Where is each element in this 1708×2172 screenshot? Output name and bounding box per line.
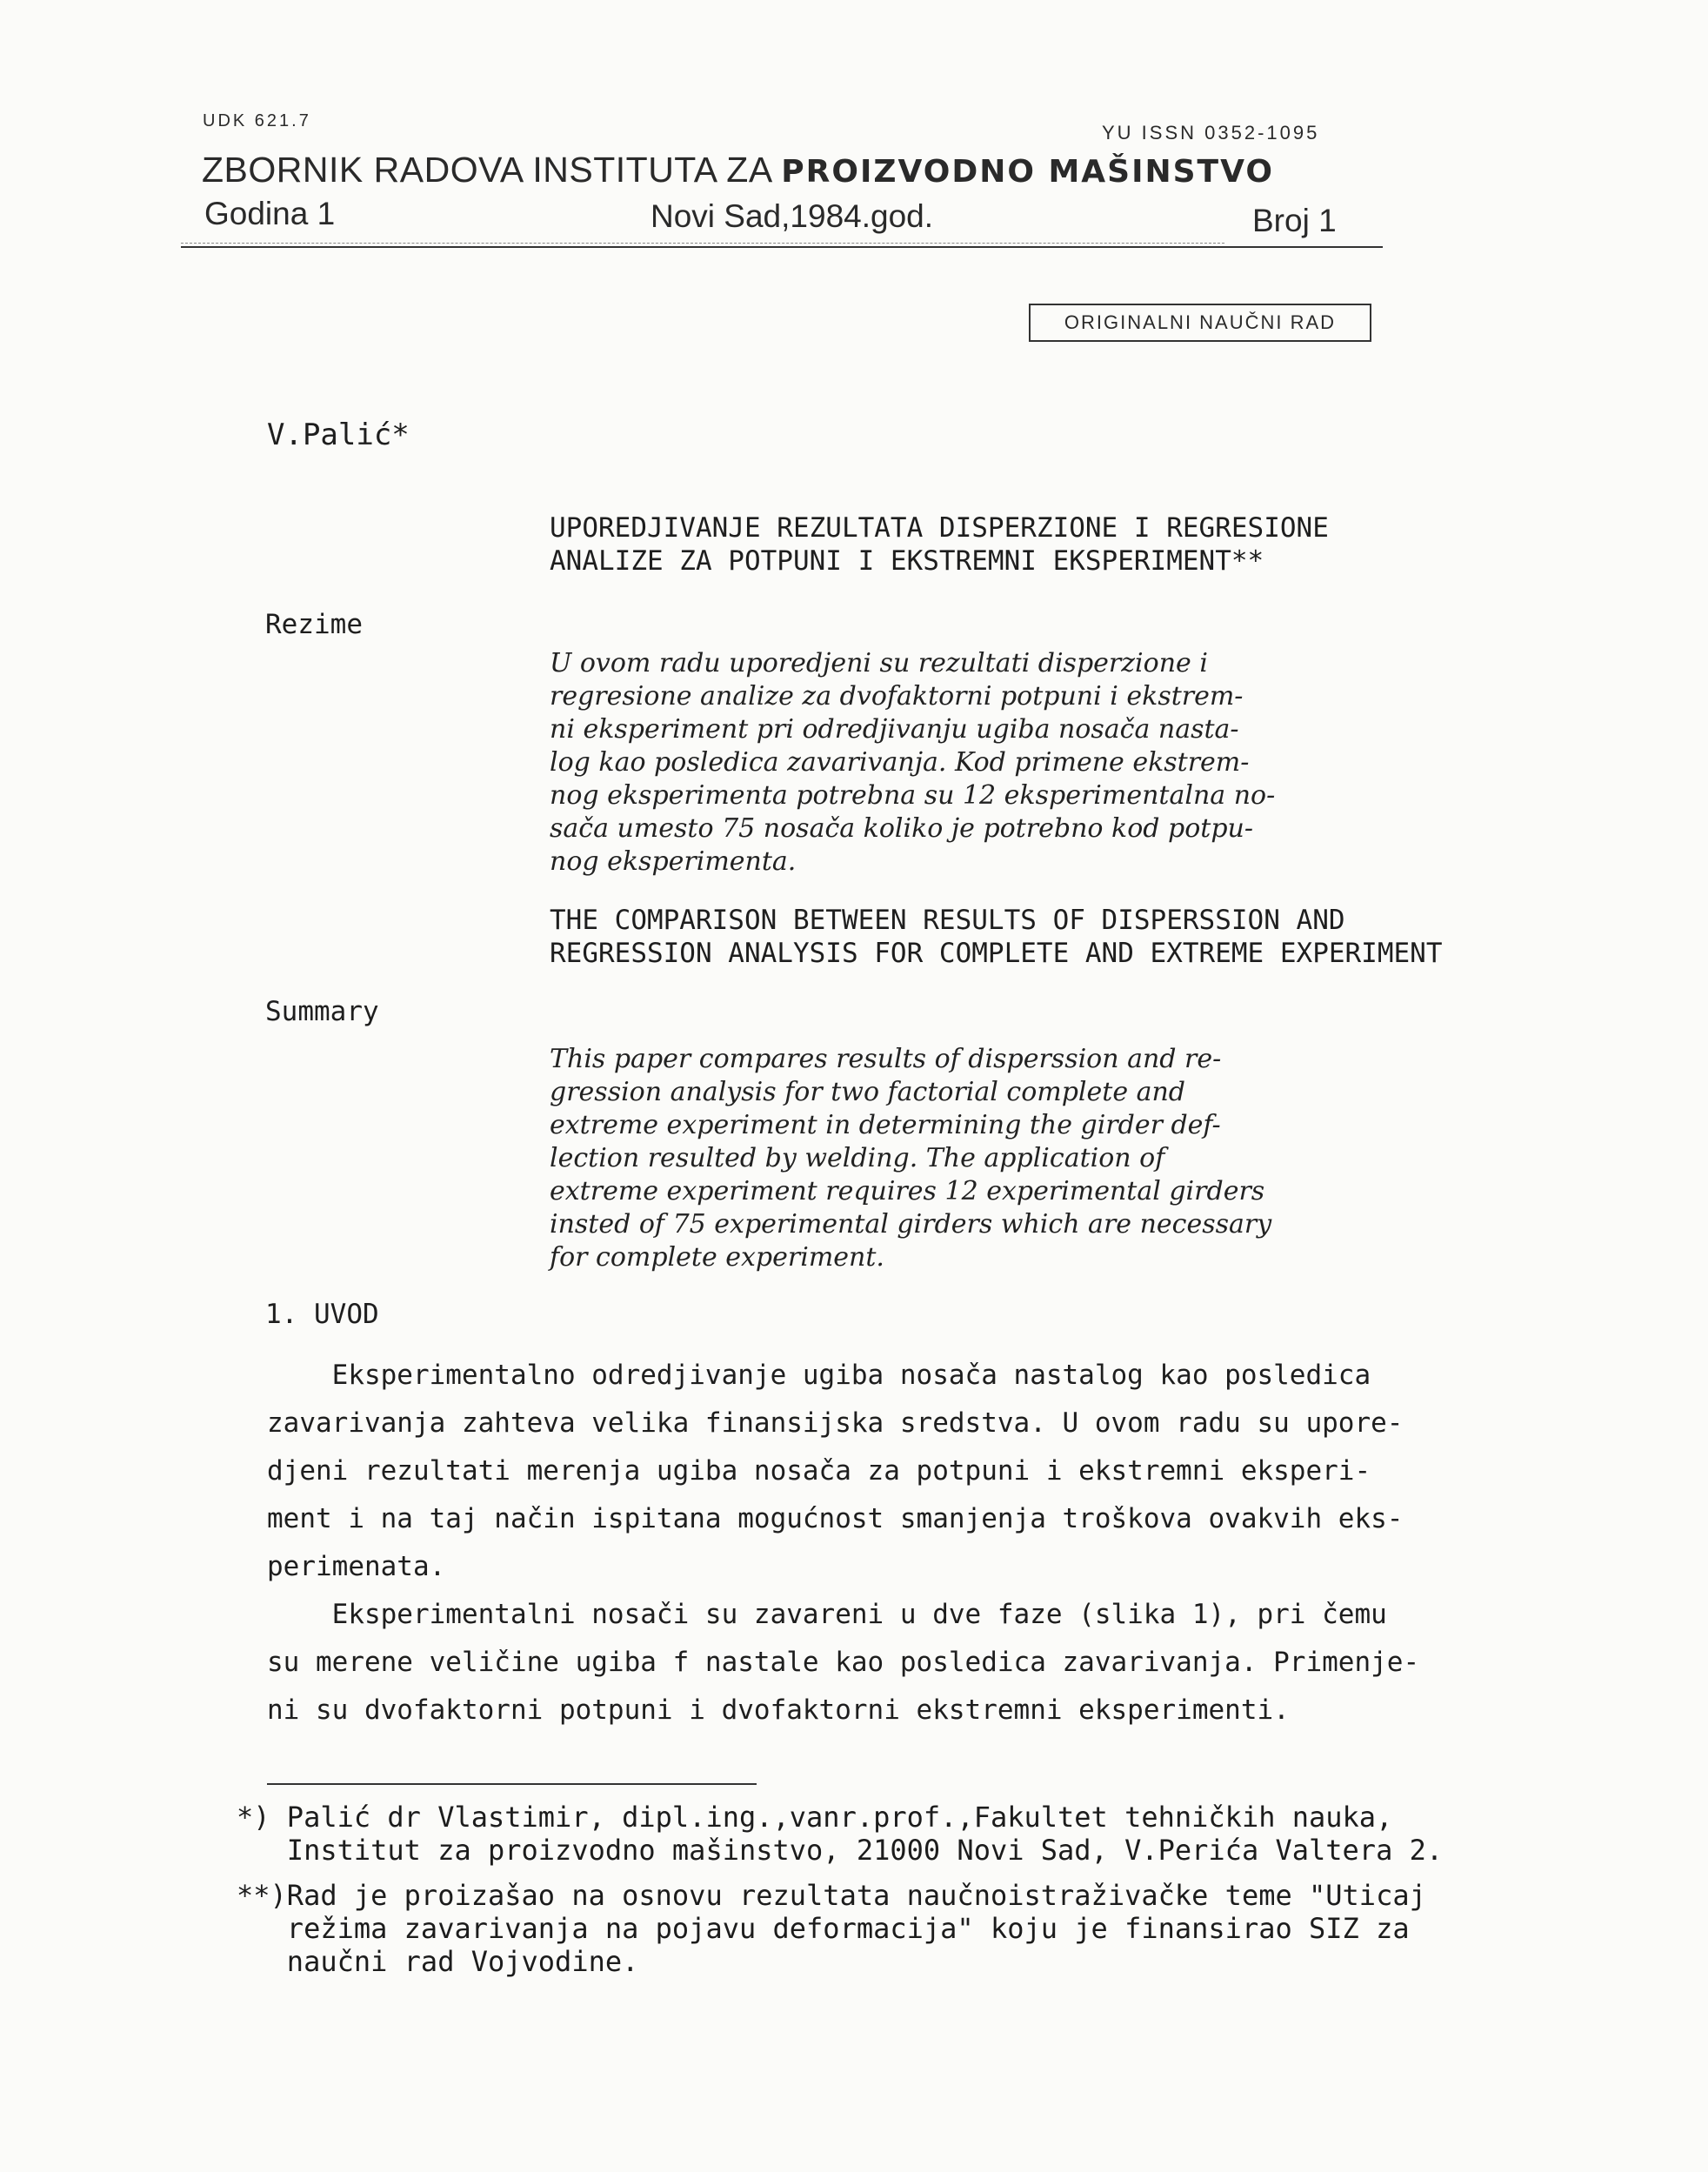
footnote-rule <box>267 1783 757 1785</box>
issn-number: YU ISSN 0352-1095 <box>1102 122 1320 144</box>
journal-year: Godina 1 <box>204 196 336 231</box>
rezime-line: ni eksperiment pri odredjivanju ugiba nosača nasta- <box>550 714 1239 745</box>
rezime-line: U ovom radu uporedjeni su rezultati disperzione i <box>550 648 1208 678</box>
rezime-line: log kao posledica zavarivanja. Kod primene ekstrem- <box>550 747 1250 778</box>
body-line: perimenata. <box>267 1551 446 1582</box>
summary-line: insted of 75 experimental girders which are necessary <box>550 1209 1272 1240</box>
journal-title-bold: PROIZVODNO MAŠINSTVO <box>781 154 1274 190</box>
summary-line: lection resulted by welding. The application of <box>550 1143 1165 1173</box>
footnote-line: **)Rad je proizašao na osnovu rezultata naučnoistraživačke teme "Uticaj <box>237 1879 1426 1912</box>
journal-place-date: Novi Sad,1984.god. <box>651 198 934 234</box>
rezime-line: regresione analize za dvofaktorni potpuni i ekstrem- <box>550 681 1244 712</box>
summary-line: This paper compares results of disperssion and re- <box>550 1044 1222 1074</box>
footnote-line: režima zavarivanja na pojavu deformacija" koju je finansirao SIZ za <box>237 1912 1410 1945</box>
udk-code: UDK 621.7 <box>203 111 311 130</box>
rezime-line: sača umesto 75 nosača koliko je potrebno kod potpu- <box>550 813 1253 844</box>
header-rule <box>181 246 1383 248</box>
body-line: su merene veličine ugiba f nastale kao posledica zavarivanja. Primenje- <box>267 1647 1420 1678</box>
journal-issue: Broj 1 <box>1252 203 1337 238</box>
title-sr-line: UPOREDJIVANJE REZULTATA DISPERZIONE I REGRESIONE <box>550 512 1329 544</box>
summary-label: Summary <box>265 996 379 1027</box>
footnote-line: *) Palić dr Vlastimir, dipl.ing.,vanr.prof.,Fakultet tehničkih nauka, <box>237 1801 1393 1834</box>
footnote-line: naučni rad Vojvodine. <box>237 1945 639 1978</box>
body-line: ni su dvofaktorni potpuni i dvofaktorni ekstremni eksperimenti. <box>267 1694 1290 1726</box>
body-line: zavarivanja zahteva velika finansijska sredstva. U ovom radu su upore- <box>267 1407 1404 1439</box>
footnote-line: Institut za proizvodno mašinstvo, 21000 Novi Sad, V.Perića Valtera 2. <box>237 1834 1444 1867</box>
rezime-line: nog eksperimenta. <box>550 846 797 877</box>
title-en-line: REGRESSION ANALYSIS FOR COMPLETE AND EXTREME EXPERIMENT <box>550 938 1443 969</box>
header-dashed-rule <box>181 243 1224 244</box>
title-en-line: THE COMPARISON BETWEEN RESULTS OF DISPERSSION AND <box>550 905 1345 936</box>
rezime-line: nog eksperimenta potrebna su 12 eksperimentalna no- <box>550 780 1276 811</box>
body-line: djeni rezultati merenja ugiba nosača za potpuni i ekstremni eksperi- <box>267 1455 1371 1487</box>
paper-type-badge: ORIGINALNI NAUČNI RAD <box>1029 304 1371 342</box>
title-sr-line: ANALIZE ZA POTPUNI I EKSTREMNI EKSPERIMENT** <box>550 545 1264 577</box>
journal-title-plain: ZBORNIK RADOVA INSTITUTA ZA <box>202 150 782 190</box>
author-name: V.Palić* <box>267 418 410 452</box>
body-line: ment i na taj način ispitana mogućnost smanjenja troškova ovakvih eks- <box>267 1503 1404 1534</box>
summary-line: gression analysis for two factorial complete and <box>550 1077 1186 1107</box>
summary-line: extreme experiment in determining the girder def- <box>550 1110 1221 1140</box>
summary-line: extreme experiment requires 12 experimental girders <box>550 1176 1265 1206</box>
summary-line: for complete experiment. <box>550 1242 884 1273</box>
rezime-label: Rezime <box>265 609 363 640</box>
journal-title <box>202 150 1274 190</box>
section-heading: 1. UVOD <box>265 1299 379 1330</box>
body-line: Eksperimentalni nosači su zavareni u dve faze (slika 1), pri čemu <box>267 1599 1387 1630</box>
body-line: Eksperimentalno odredjivanje ugiba nosača nastalog kao posledica <box>267 1360 1371 1391</box>
